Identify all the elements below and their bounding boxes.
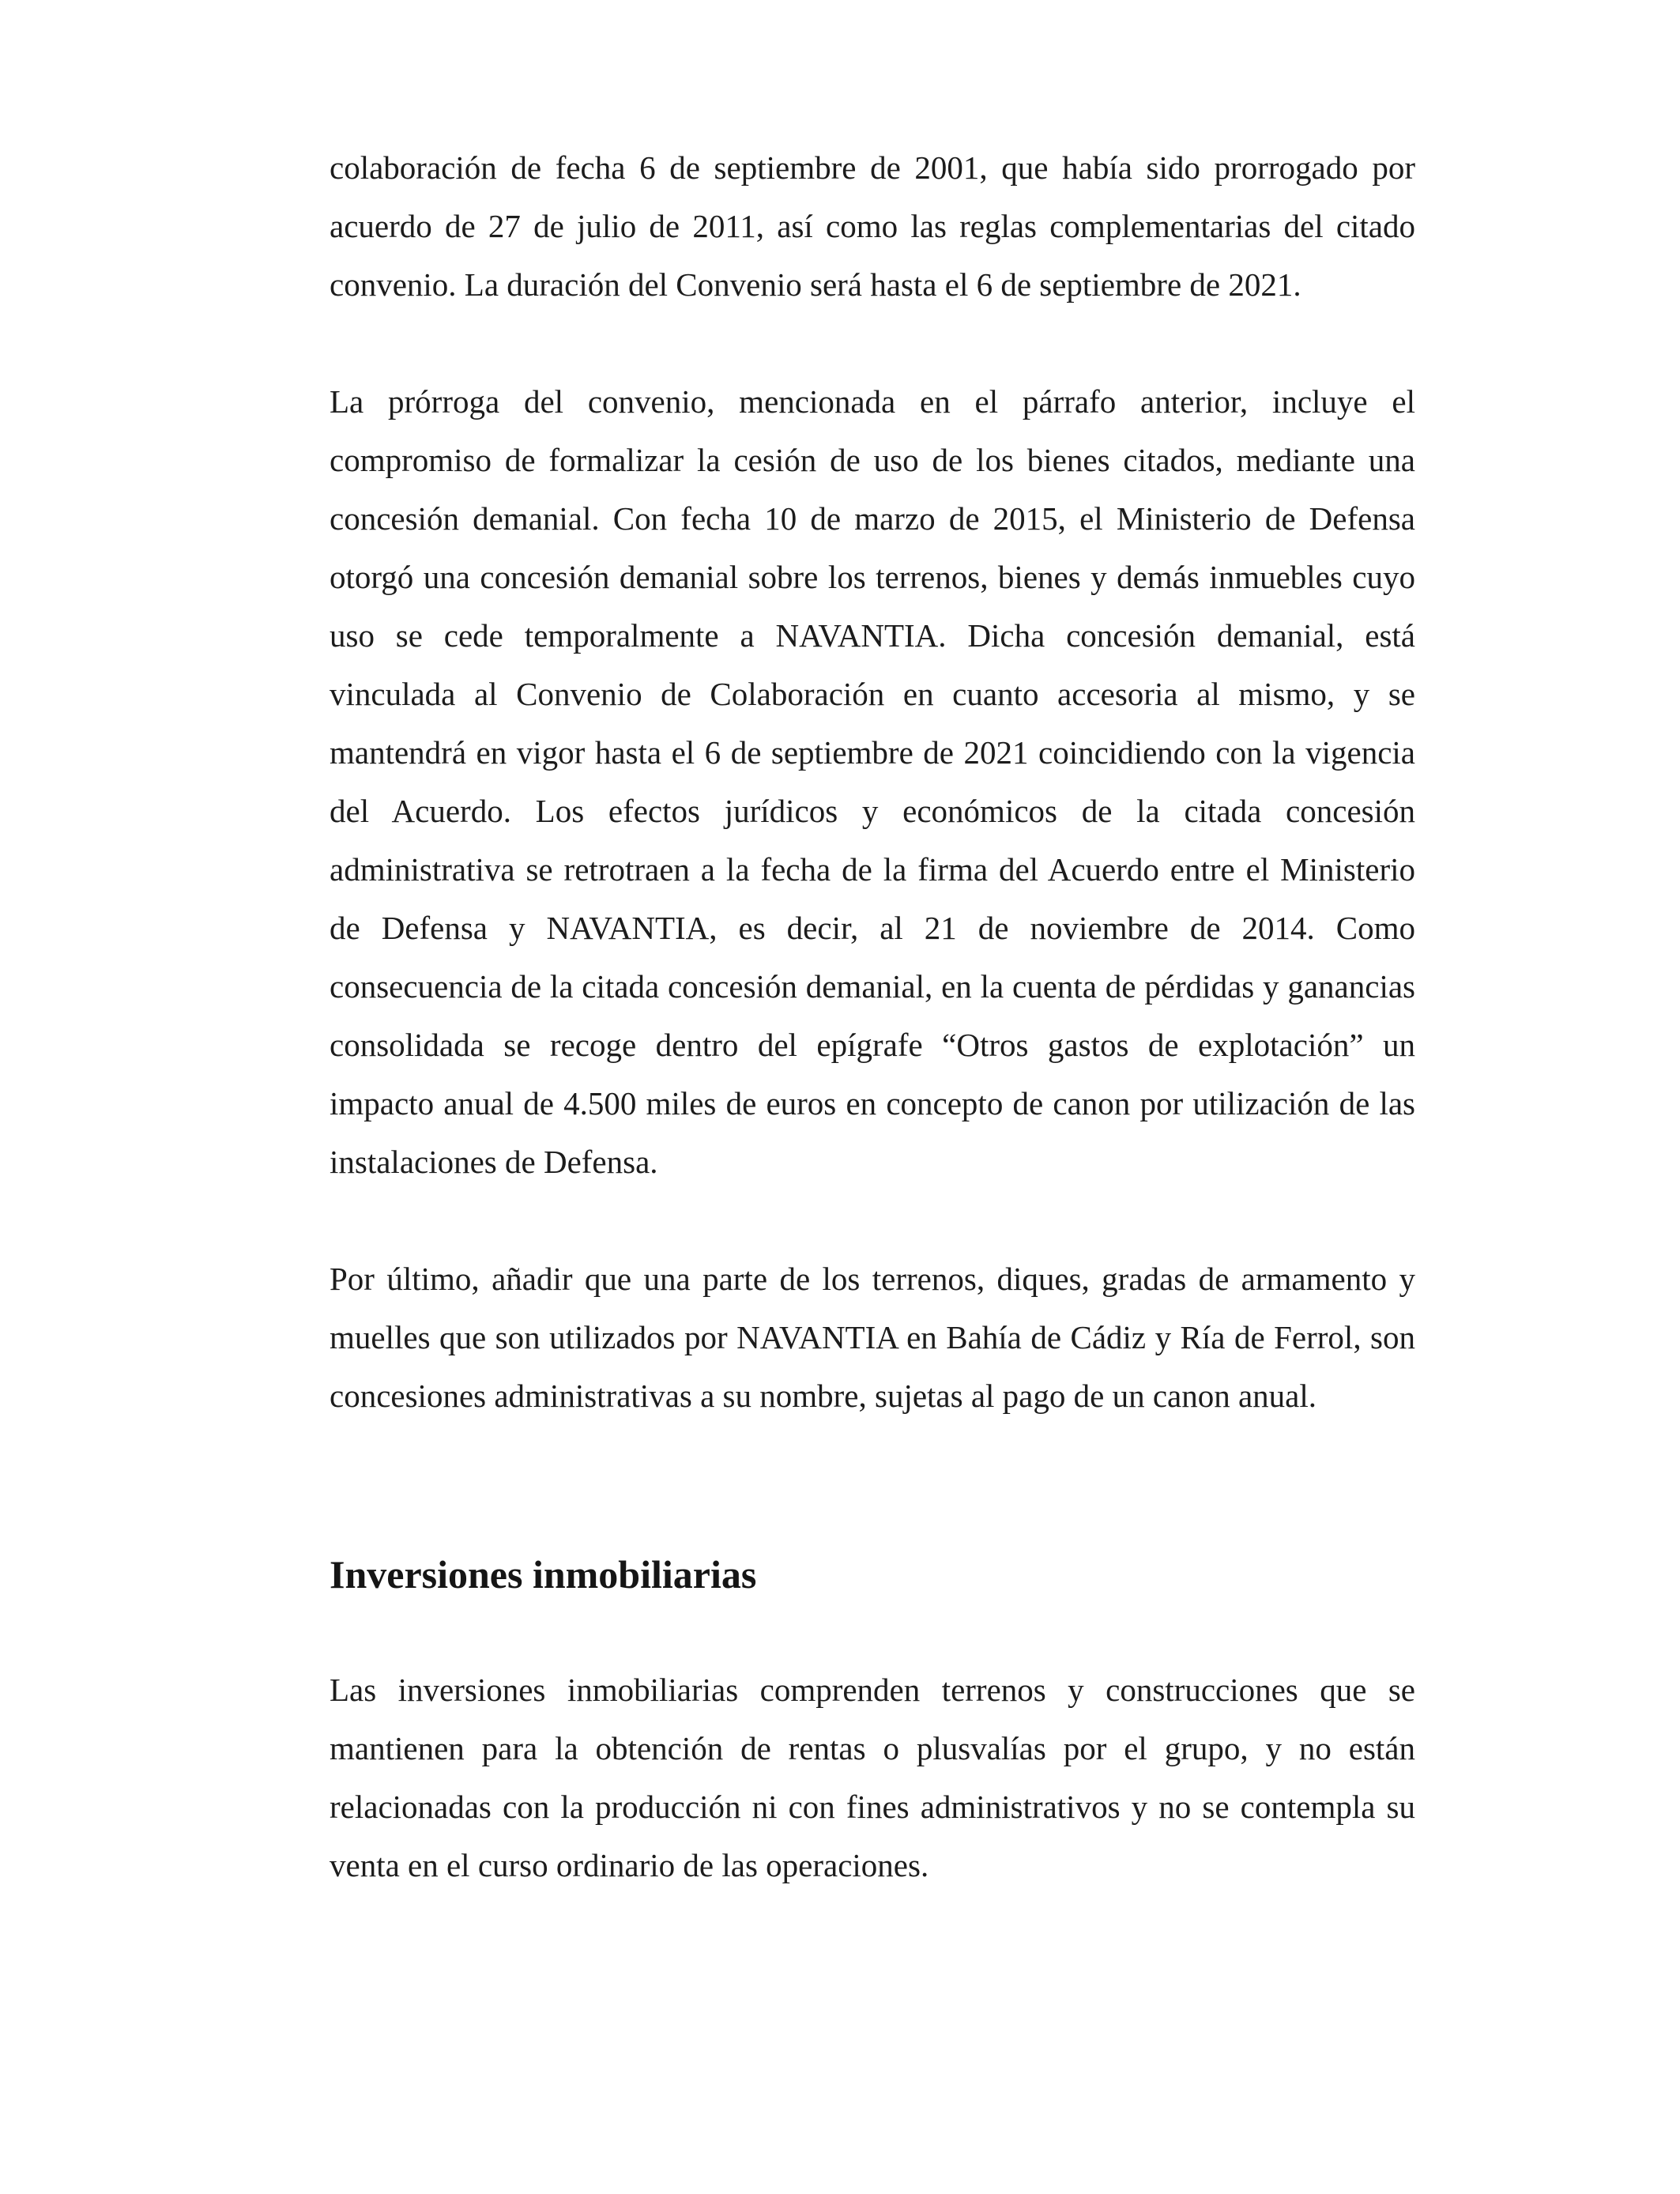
- paragraph-inversiones-inmobiliarias: Las inversiones inmobiliarias comprenden terrenos y construcciones que se mantienen para la obtención de rentas o plusvalías por el grupo, y no están relacionadas con la producción ni con fines administrativos y no se contempla su venta en el curso ordinario de las operaciones.: [330, 1672, 1415, 1883]
- section-heading-inversiones: Inversiones inmobiliarias: [330, 1552, 757, 1596]
- paragraph-convenio-duration: colaboración de fecha 6 de septiembre de 2001, que había sido prorrogado por acuerdo de 27 de julio de 2011, así como las reglas complementarias del citado convenio. La duración del Convenio será hasta el 6 de septiembre de 2021.: [330, 149, 1415, 303]
- page-body: [330, 138, 1415, 1894]
- paragraph-concesion-demanial: La prórroga del convenio, mencionada en el párrafo anterior, incluye el compromiso de formalizar la cesión de uso de los bienes citados, mediante una concesión demanial. Con fecha 10 de marzo de 2015, el Ministerio de Defensa otorgó una concesión demanial sobre los terrenos, bienes y demás inmuebles cuyo uso se cede temporalmente a NAVANTIA. Dicha concesión demanial, está vinculada al Convenio de Colaboración en cuanto accesoria al mismo, y se mantendrá en vigor hasta el 6 de septiembre de 2021 coincidiendo con la vigencia del Acuerdo. Los efectos jurídicos y económicos de la citada concesión administrativa se retrotraen a la fecha de la firma del Acuerdo entre el Ministerio de Defensa y NAVANTIA, es decir, al 21 de noviembre de 2014. Como consecuencia de la citada concesión demanial, en la cuenta de pérdidas y ganancias consolidada se recoge dentro del epígrafe “Otros gastos de explotación” un impacto anual de 4.500 miles de euros en concepto de canon por utilización de las instalaciones de Defensa.: [330, 383, 1415, 1180]
- paragraph-concesiones-administrativas: Por último, añadir que una parte de los terrenos, diques, gradas de armamento y muelles que son utilizados por NAVANTIA en Bahía de Cádiz y Ría de Ferrol, son concesiones administrativas a su nombre, sujetas al pago de un canon anual.: [330, 1261, 1415, 1414]
